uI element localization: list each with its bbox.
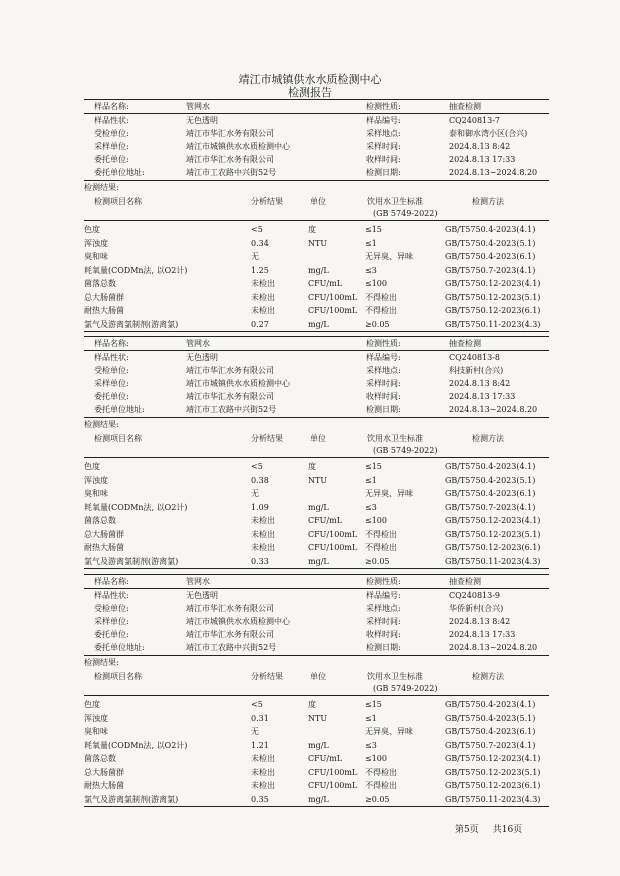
divider-line xyxy=(84,457,549,458)
cell-item: 色度 xyxy=(84,462,100,471)
label-entrust-address: 委托单位地址: xyxy=(94,168,145,177)
cell-item: 总大肠菌群 xyxy=(84,767,124,777)
value-sample-name: 管网水 xyxy=(186,577,210,586)
label-entrust-address: 委托单位地址: xyxy=(94,405,145,414)
value-sampling-site: 科技新村(合兴) xyxy=(449,366,504,375)
col-header-result: 分析结果 xyxy=(251,672,283,681)
cell-item: 浑浊度 xyxy=(84,713,108,723)
cell-item: 菌落总数 xyxy=(84,754,116,763)
table-row xyxy=(0,460,620,473)
label-sample-state: 样品性状: xyxy=(94,591,129,600)
info-row xyxy=(0,153,620,166)
value-receive-time: 2024.8.13 17:33 xyxy=(449,630,516,639)
table-row xyxy=(0,318,620,331)
cell-result: 0.27 xyxy=(251,319,269,329)
value-receive-time: 2024.8.13 17:33 xyxy=(449,392,516,401)
cell-standard: 无异臭、异味 xyxy=(365,727,413,736)
results-heading: 检测结果: xyxy=(84,420,119,429)
cell-unit: 度 xyxy=(308,462,316,471)
cell-item: 色度 xyxy=(84,225,100,234)
col-header-item: 检测项目名称 xyxy=(94,197,142,206)
cell-item: 色度 xyxy=(84,700,100,709)
cell-unit: mg/L xyxy=(308,265,329,275)
info-row xyxy=(0,166,620,179)
cell-standard: ≤100 xyxy=(365,516,387,525)
cell-method: GB/T5750.11-2023(4.3) xyxy=(445,319,541,329)
col-header-unit: 单位 xyxy=(310,672,326,681)
value-test-date: 2024.8.13~2024.8.20 xyxy=(449,168,538,177)
cell-standard: 不得检出 xyxy=(365,529,397,539)
cell-item: 耗氧量(CODMn法, 以O2计) xyxy=(84,502,188,512)
label-test-nature: 检测性质: xyxy=(366,102,401,111)
cell-method: GB/T5750.4-2023(4.1) xyxy=(445,462,536,471)
label-entrusted-unit: 受检单位: xyxy=(94,366,129,375)
label-entrusted-unit: 受检单位: xyxy=(94,604,129,613)
cell-method: GB/T5750.4-2023(4.1) xyxy=(445,700,536,709)
label-test-nature: 检测性质: xyxy=(366,577,401,586)
cell-result: 未检出 xyxy=(251,306,275,315)
results-heading-row xyxy=(0,181,620,194)
cell-unit: CFU/100mL xyxy=(308,529,358,539)
label-entrust-address: 委托单位地址: xyxy=(94,643,145,652)
value-receive-time: 2024.8.13 17:33 xyxy=(449,155,516,164)
cell-method: GB/T5750.4-2023(6.1) xyxy=(445,489,536,498)
label-receive-time: 收样时间: xyxy=(366,630,401,639)
divider-line xyxy=(84,806,549,807)
label-sampling-site: 采样地点: xyxy=(366,604,401,613)
info-row xyxy=(0,114,620,127)
cell-result: 未检出 xyxy=(251,781,275,790)
cell-result: 1.09 xyxy=(251,502,269,512)
label-sample-name: 样品名称: xyxy=(94,102,129,111)
cell-unit: CFU/100mL xyxy=(308,306,358,315)
cell-result: <5 xyxy=(251,700,263,709)
cell-unit: mg/L xyxy=(308,319,329,329)
label-sampling-site: 采样地点: xyxy=(366,129,401,138)
cell-result: 未检出 xyxy=(251,279,275,288)
cell-result: 未检出 xyxy=(251,516,275,525)
cell-item: 总大肠菌群 xyxy=(84,529,124,539)
cell-item: 臭和味 xyxy=(84,727,108,736)
info-row xyxy=(0,628,620,641)
cell-standard: 无异臭、异味 xyxy=(365,252,413,261)
cell-result: 1.25 xyxy=(251,265,269,275)
value-sample-name: 管网水 xyxy=(186,339,210,348)
info-row xyxy=(0,140,620,153)
label-sampling-unit: 采样单位: xyxy=(94,142,129,151)
col-header-item: 检测项目名称 xyxy=(94,672,142,681)
info-row xyxy=(0,390,620,403)
table-header-row xyxy=(0,682,620,695)
label-receive-time: 收样时间: xyxy=(366,392,401,401)
cell-method: GB/T5750.7-2023(4.1) xyxy=(445,265,536,275)
cell-result: 未检出 xyxy=(251,529,275,539)
cell-result: 未检出 xyxy=(251,754,275,763)
value-test-nature: 抽查检测 xyxy=(449,102,481,111)
cell-method: GB/T5750.12-2023(4.1) xyxy=(445,516,541,525)
info-row xyxy=(0,337,620,350)
col-header-standard-code: (GB 5749-2022) xyxy=(373,446,438,455)
cell-standard: 不得检出 xyxy=(365,543,397,552)
cell-result: 无 xyxy=(251,489,259,498)
cell-item: 氯气及游离氯制剂(游离氯) xyxy=(84,794,179,804)
cell-item: 臭和味 xyxy=(84,252,108,261)
info-row xyxy=(0,641,620,654)
value-sampling-time: 2024.8.13 8:42 xyxy=(449,379,511,388)
value-sampling-site: 泰和御水湾小区(合兴) xyxy=(449,129,528,138)
cell-item: 耐热大肠菌 xyxy=(84,306,124,315)
cell-method: GB/T5750.4-2023(6.1) xyxy=(445,252,536,261)
cell-item: 耗氧量(CODMn法, 以O2计) xyxy=(84,265,188,275)
cell-unit: mg/L xyxy=(308,740,329,750)
label-sampling-time: 采样时间: xyxy=(366,617,401,626)
info-row xyxy=(0,364,620,377)
value-sampling-unit: 靖江市城镇供水水质检测中心 xyxy=(186,379,290,388)
value-test-date: 2024.8.13~2024.8.20 xyxy=(449,405,538,414)
cell-result: <5 xyxy=(251,462,263,471)
label-sample-name: 样品名称: xyxy=(94,577,129,586)
col-header-unit: 单位 xyxy=(310,434,326,443)
cell-standard: ≥0.05 xyxy=(365,556,390,566)
table-header-row xyxy=(0,444,620,457)
col-header-standard-code: (GB 5749-2022) xyxy=(373,684,438,693)
report-title: 检测报告 xyxy=(288,86,332,99)
label-sample-name: 样品名称: xyxy=(94,339,129,348)
cell-unit: CFU/mL xyxy=(308,516,343,525)
info-row xyxy=(0,377,620,390)
table-row xyxy=(0,474,620,487)
cell-item: 浑浊度 xyxy=(84,238,108,248)
cell-item: 菌落总数 xyxy=(84,279,116,288)
cell-method: GB/T5750.4-2023(5.1) xyxy=(445,475,536,485)
cell-standard: ≤3 xyxy=(365,740,377,750)
cell-item: 耐热大肠菌 xyxy=(84,543,124,552)
cell-unit: mg/L xyxy=(308,502,329,512)
cell-unit: CFU/100mL xyxy=(308,543,358,552)
value-entrust-unit: 靖江市华汇水务有限公司 xyxy=(186,392,274,401)
label-entrusted-unit: 受检单位: xyxy=(94,129,129,138)
cell-standard: ≤1 xyxy=(365,238,377,248)
results-heading-row xyxy=(0,418,620,431)
cell-method: GB/T5750.4-2023(6.1) xyxy=(445,727,536,736)
cell-standard: ≤100 xyxy=(365,754,387,763)
cell-unit: NTU xyxy=(308,238,328,248)
results-heading: 检测结果: xyxy=(84,183,119,192)
cell-method: GB/T5750.12-2023(4.1) xyxy=(445,279,541,288)
results-heading-row xyxy=(0,656,620,669)
label-test-date: 检测日期: xyxy=(366,405,401,414)
cell-item: 臭和味 xyxy=(84,489,108,498)
label-sample-no: 样品编号: xyxy=(366,116,401,125)
label-test-date: 检测日期: xyxy=(366,643,401,652)
cell-item: 总大肠菌群 xyxy=(84,292,124,302)
results-heading: 检测结果: xyxy=(84,658,119,667)
cell-standard: ≤15 xyxy=(365,462,382,471)
label-sampling-time: 采样时间: xyxy=(366,379,401,388)
value-sample-state: 无色透明 xyxy=(186,116,218,125)
table-row xyxy=(0,779,620,792)
table-row xyxy=(0,555,620,568)
table-row xyxy=(0,752,620,765)
value-sample-state: 无色透明 xyxy=(186,591,218,600)
value-sampling-time: 2024.8.13 8:42 xyxy=(449,617,511,626)
table-row xyxy=(0,277,620,290)
cell-method: GB/T5750.11-2023(4.3) xyxy=(445,556,541,566)
value-entrusted-unit: 靖江市华汇水务有限公司 xyxy=(186,366,274,375)
label-sample-state: 样品性状: xyxy=(94,353,129,362)
col-header-method: 检测方法 xyxy=(472,434,504,443)
cell-result: 0.33 xyxy=(251,556,269,566)
page-number: 第5页 xyxy=(455,825,479,835)
divider-line xyxy=(84,568,549,569)
info-row xyxy=(0,615,620,628)
info-row xyxy=(0,127,620,140)
col-header-standard: 饮用水卫生标准 xyxy=(367,672,423,681)
cell-item: 浑浊度 xyxy=(84,475,108,485)
value-sample-no: CQ240813-7 xyxy=(449,116,501,125)
cell-result: 无 xyxy=(251,727,259,736)
value-test-nature: 抽查检测 xyxy=(449,577,481,586)
col-header-standard: 饮用水卫生标准 xyxy=(367,197,423,206)
label-test-nature: 检测性质: xyxy=(366,339,401,348)
cell-result: 0.38 xyxy=(251,475,269,485)
cell-unit: NTU xyxy=(308,475,328,485)
divider-line xyxy=(84,220,549,221)
label-entrust-unit: 委托单位: xyxy=(94,392,129,401)
cell-unit: CFU/100mL xyxy=(308,292,358,302)
cell-unit: CFU/mL xyxy=(308,279,343,288)
cell-method: GB/T5750.12-2023(4.1) xyxy=(445,754,541,763)
value-sampling-time: 2024.8.13 8:42 xyxy=(449,142,511,151)
label-sample-state: 样品性状: xyxy=(94,116,129,125)
label-sampling-time: 采样时间: xyxy=(366,142,401,151)
cell-unit: 度 xyxy=(308,700,316,709)
table-row xyxy=(0,766,620,779)
label-sampling-unit: 采样单位: xyxy=(94,379,129,388)
report-issuer-title: 靖江市城镇供水水质检测中心 xyxy=(238,73,382,86)
cell-unit: CFU/100mL xyxy=(308,781,358,790)
cell-standard: 不得检出 xyxy=(365,292,397,302)
col-header-method: 检测方法 xyxy=(472,672,504,681)
cell-standard: 不得检出 xyxy=(365,306,397,315)
info-row xyxy=(0,589,620,602)
cell-method: GB/T5750.4-2023(4.1) xyxy=(445,225,536,234)
cell-method: GB/T5750.12-2023(6.1) xyxy=(445,543,541,552)
divider-line xyxy=(84,331,549,332)
cell-method: GB/T5750.4-2023(5.1) xyxy=(445,238,536,248)
label-sampling-unit: 采样单位: xyxy=(94,617,129,626)
value-sample-no: CQ240813-8 xyxy=(449,353,501,362)
cell-method: GB/T5750.4-2023(5.1) xyxy=(445,713,536,723)
info-row xyxy=(0,403,620,416)
cell-result: 0.35 xyxy=(251,794,269,804)
table-row xyxy=(0,725,620,738)
info-row xyxy=(0,100,620,113)
cell-standard: ≤15 xyxy=(365,225,382,234)
cell-method: GB/T5750.12-2023(5.1) xyxy=(445,767,541,777)
value-entrust-address: 靖江市工农路中兴街52号 xyxy=(186,405,277,414)
cell-method: GB/T5750.12-2023(5.1) xyxy=(445,292,541,302)
cell-method: GB/T5750.7-2023(4.1) xyxy=(445,740,536,750)
label-entrust-unit: 委托单位: xyxy=(94,630,129,639)
table-row xyxy=(0,223,620,236)
cell-unit: CFU/mL xyxy=(308,754,343,763)
cell-method: GB/T5750.12-2023(6.1) xyxy=(445,306,541,315)
cell-method: GB/T5750.7-2023(4.1) xyxy=(445,502,536,512)
cell-method: GB/T5750.12-2023(6.1) xyxy=(445,781,541,790)
table-row xyxy=(0,541,620,554)
table-row xyxy=(0,739,620,752)
col-header-method: 检测方法 xyxy=(472,197,504,206)
value-entrust-address: 靖江市工农路中兴街52号 xyxy=(186,643,277,652)
cell-result: 0.31 xyxy=(251,713,269,723)
cell-standard: 不得检出 xyxy=(365,781,397,790)
cell-standard: ≤1 xyxy=(365,713,377,723)
info-row xyxy=(0,575,620,588)
cell-standard: ≤3 xyxy=(365,265,377,275)
table-row xyxy=(0,514,620,527)
label-sample-no: 样品编号: xyxy=(366,353,401,362)
cell-unit: 度 xyxy=(308,225,316,234)
label-entrust-unit: 委托单位: xyxy=(94,155,129,164)
table-row xyxy=(0,237,620,250)
cell-method: GB/T5750.12-2023(5.1) xyxy=(445,529,541,539)
table-row xyxy=(0,712,620,725)
page-footer xyxy=(455,822,536,835)
cell-unit: NTU xyxy=(308,713,328,723)
cell-standard: ≤15 xyxy=(365,700,382,709)
value-sampling-unit: 靖江市城镇供水水质检测中心 xyxy=(186,617,290,626)
cell-result: 无 xyxy=(251,252,259,261)
cell-unit: mg/L xyxy=(308,794,329,804)
value-sampling-site: 华侨新村(合兴) xyxy=(449,604,504,613)
cell-result: 未检出 xyxy=(251,543,275,552)
table-row xyxy=(0,501,620,514)
col-header-result: 分析结果 xyxy=(251,434,283,443)
cell-item: 氯气及游离氯制剂(游离氯) xyxy=(84,319,179,329)
table-row xyxy=(0,250,620,263)
col-header-standard: 饮用水卫生标准 xyxy=(367,434,423,443)
cell-standard: ≤1 xyxy=(365,475,377,485)
cell-result: 未检出 xyxy=(251,292,275,302)
value-sampling-unit: 靖江市城镇供水水质检测中心 xyxy=(186,142,290,151)
cell-result: 0.34 xyxy=(251,238,269,248)
col-header-unit: 单位 xyxy=(310,197,326,206)
cell-result: <5 xyxy=(251,225,263,234)
value-sample-state: 无色透明 xyxy=(186,353,218,362)
value-entrust-address: 靖江市工农路中兴街52号 xyxy=(186,168,277,177)
value-entrusted-unit: 靖江市华汇水务有限公司 xyxy=(186,129,274,138)
table-row xyxy=(0,291,620,304)
cell-standard: ≤100 xyxy=(365,279,387,288)
cell-standard: 不得检出 xyxy=(365,767,397,777)
label-sample-no: 样品编号: xyxy=(366,591,401,600)
cell-item: 菌落总数 xyxy=(84,516,116,525)
value-entrust-unit: 靖江市华汇水务有限公司 xyxy=(186,155,274,164)
cell-standard: ≥0.05 xyxy=(365,794,390,804)
col-header-result: 分析结果 xyxy=(251,197,283,206)
label-test-date: 检测日期: xyxy=(366,168,401,177)
table-row xyxy=(0,264,620,277)
label-receive-time: 收样时间: xyxy=(366,155,401,164)
info-row xyxy=(0,351,620,364)
cell-result: 未检出 xyxy=(251,767,275,777)
cell-unit: CFU/100mL xyxy=(308,767,358,777)
table-row xyxy=(0,793,620,806)
cell-result: 1.21 xyxy=(251,740,269,750)
cell-method: GB/T5750.11-2023(4.3) xyxy=(445,794,541,804)
cell-standard: ≥0.05 xyxy=(365,319,390,329)
value-sample-no: CQ240813-9 xyxy=(449,591,501,600)
value-entrust-unit: 靖江市华汇水务有限公司 xyxy=(186,630,274,639)
cell-item: 耗氧量(CODMn法, 以O2计) xyxy=(84,740,188,750)
table-row xyxy=(0,487,620,500)
value-test-date: 2024.8.13~2024.8.20 xyxy=(449,643,538,652)
table-row xyxy=(0,698,620,711)
cell-item: 耐热大肠菌 xyxy=(84,781,124,790)
cell-standard: 无异臭、异味 xyxy=(365,489,413,498)
label-sampling-site: 采样地点: xyxy=(366,366,401,375)
col-header-standard-code: (GB 5749-2022) xyxy=(373,209,438,218)
value-sample-name: 管网水 xyxy=(186,102,210,111)
col-header-item: 检测项目名称 xyxy=(94,434,142,443)
page-total: 共16页 xyxy=(492,825,523,835)
info-row xyxy=(0,602,620,615)
divider-line xyxy=(84,695,549,696)
cell-item: 氯气及游离氯制剂(游离氯) xyxy=(84,556,179,566)
table-header-row xyxy=(0,207,620,220)
table-row xyxy=(0,528,620,541)
cell-unit: mg/L xyxy=(308,556,329,566)
table-row xyxy=(0,304,620,317)
value-entrusted-unit: 靖江市华汇水务有限公司 xyxy=(186,604,274,613)
cell-standard: ≤3 xyxy=(365,502,377,512)
value-test-nature: 抽查检测 xyxy=(449,339,481,348)
